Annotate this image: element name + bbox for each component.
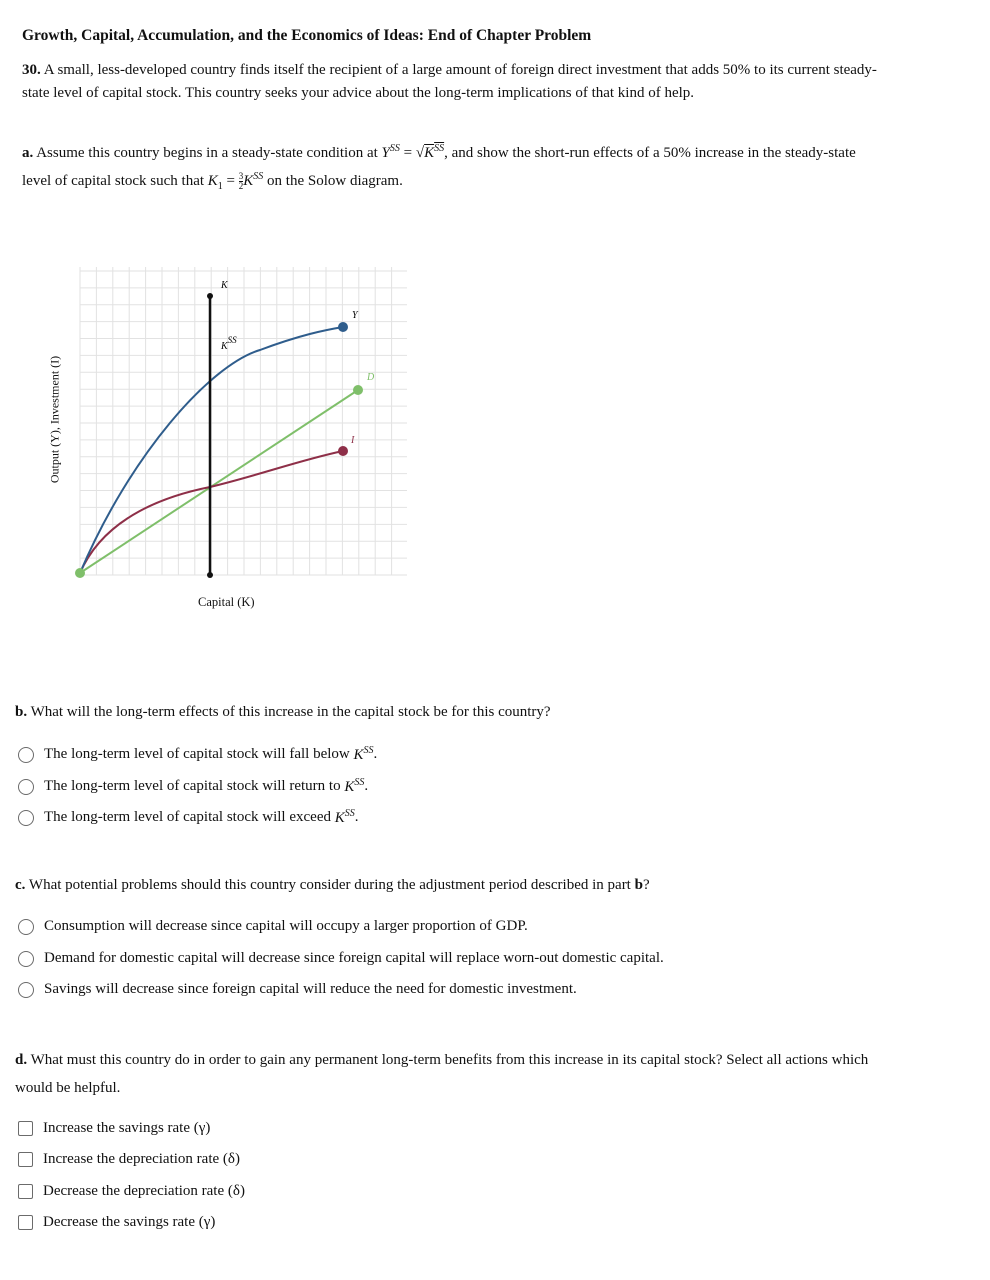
part-d-option-3[interactable]: Decrease the depreciation rate (δ) (18, 1183, 245, 1200)
part-d-option-2[interactable]: Increase the depreciation rate (δ) (18, 1151, 240, 1168)
radio-button[interactable] (18, 779, 34, 795)
part-a-question: a. Assume this country begins in a steady-state condition at $Y^{SS} = √K^{SS}$, and show the short-run effects of a 50% increase in the steady-state level of capital stock such that $K_1$ = $\frac{3}{2}$ $K^{SS}$ on the Solow diagram. (22, 143, 856, 192)
checkbox[interactable] (18, 1121, 33, 1136)
label-y: Y (352, 310, 358, 321)
checkbox[interactable] (18, 1152, 33, 1167)
problem-statement: 30. A small, less-developed country finds itself the recipient of a large amount of foreign direct investment that adds 50% to its current steady-state level of capital stock. This country seeks your advice about the long-term implications of that kind of help. (22, 62, 877, 101)
radio-button[interactable] (18, 919, 34, 935)
part-c-option-2[interactable]: Demand for domestic capital will decrease since foreign capital will replace worn-out domestic capital. (18, 950, 664, 967)
depreciation-line (80, 390, 358, 573)
radio-button[interactable] (18, 982, 34, 998)
grid (80, 267, 407, 575)
part-d-option-1[interactable]: Increase the savings rate (γ) (18, 1120, 210, 1137)
part-b-option-1[interactable]: The long-term level of capital stock will fall below $K^{SS}$ . (18, 745, 377, 764)
checkbox[interactable] (18, 1184, 33, 1199)
label-d: D (367, 372, 375, 383)
part-d-option-4[interactable]: Decrease the savings rate (γ) (18, 1214, 215, 1231)
k-line-top-handle[interactable] (207, 293, 213, 299)
radio-button[interactable] (18, 747, 34, 763)
label-k: K (221, 280, 228, 291)
output-endpoint[interactable] (338, 322, 348, 332)
part-c-option-3[interactable]: Savings will decrease since foreign capital will reduce the need for domestic investment. (18, 981, 577, 998)
part-b-question: b. What will the long-term effects of this increase in the capital stock be for this country? (15, 704, 551, 720)
investment-endpoint[interactable] (338, 446, 348, 456)
y-axis-label: Output (Y), Investment (I) (47, 355, 62, 484)
part-b-option-3[interactable]: The long-term level of capital stock will exceed $K^{SS}$ . (18, 808, 359, 827)
radio-button[interactable] (18, 951, 34, 967)
page-title: Growth, Capital, Accumulation, and the Economics of Ideas: End of Chapter Problem (22, 27, 592, 44)
label-kss: KSS (221, 335, 237, 352)
depreciation-endpoint[interactable] (353, 385, 363, 395)
label-i: I (351, 435, 355, 446)
part-c-question: c. What potential problems should this country consider during the adjustment period described in part b? (15, 877, 650, 893)
radio-button[interactable] (18, 810, 34, 826)
solow-diagram[interactable] (60, 255, 420, 590)
part-c-option-1[interactable]: Consumption will decrease since capital will occupy a larger proportion of GDP. (18, 918, 528, 935)
part-b-option-2[interactable]: The long-term level of capital stock will return to $K^{SS}$ . (18, 777, 368, 796)
k-line-bottom-handle[interactable] (207, 572, 213, 578)
part-d-question: d. What must this country do in order to gain any permanent long-term benefits from this increase in its capital stock? Select all actions which would be helpful. (15, 1052, 869, 1096)
x-axis-label: Capital (K) (198, 595, 255, 609)
checkbox[interactable] (18, 1215, 33, 1230)
origin-point[interactable] (75, 568, 85, 578)
